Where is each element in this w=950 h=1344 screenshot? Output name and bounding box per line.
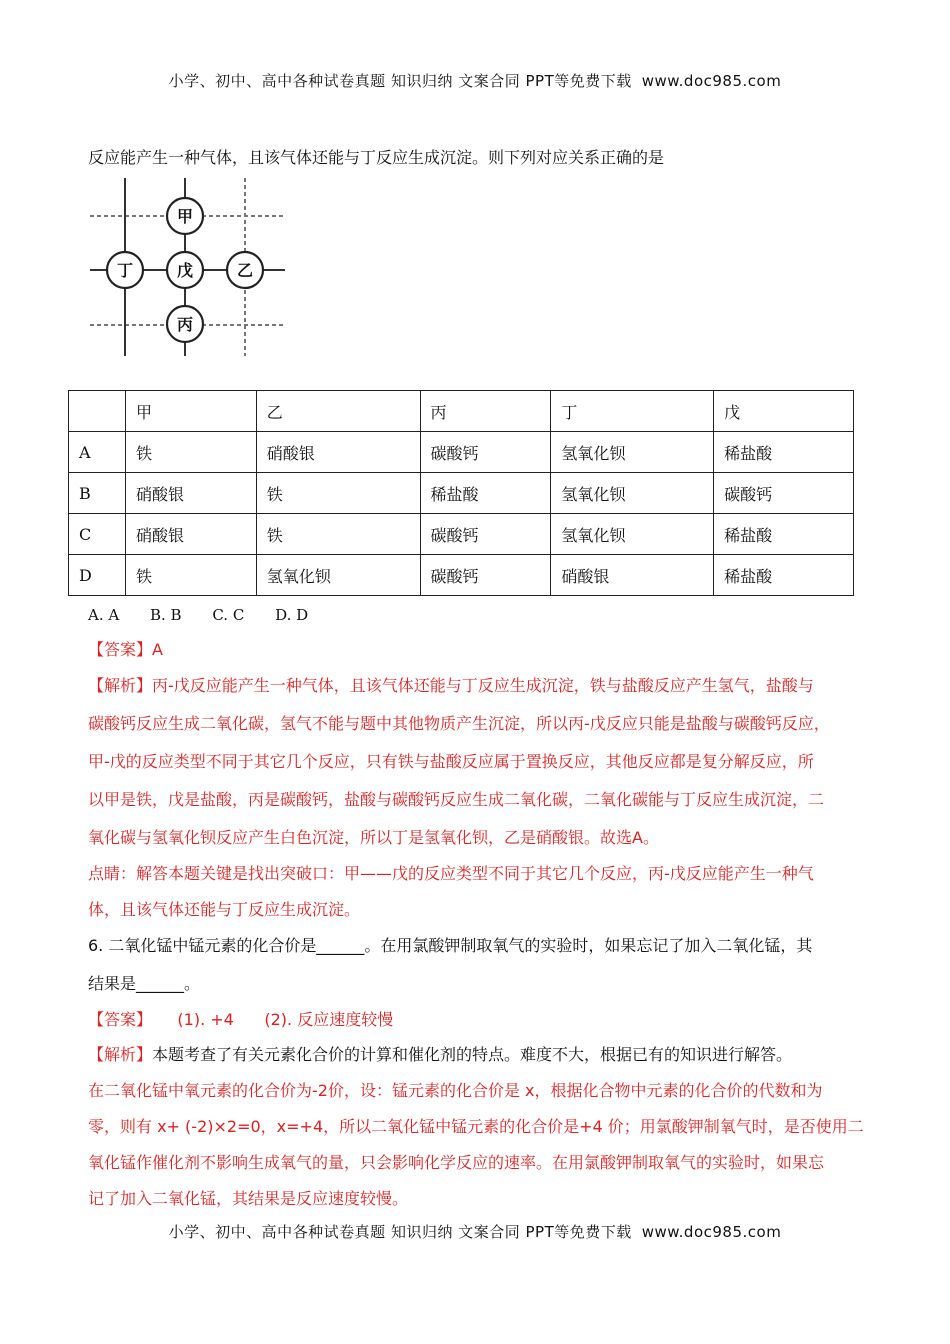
- reaction-diagram: [90, 178, 290, 358]
- q5-answer: 【答案】A: [88, 640, 163, 659]
- options-table: [68, 390, 854, 596]
- table-row: [69, 514, 854, 555]
- table-cell: 碳酸钙: [420, 555, 551, 596]
- table-cell: 氢氧化钡: [256, 555, 420, 596]
- node-label-top: 甲: [176, 207, 194, 226]
- table-header-cell: 丙: [420, 391, 551, 432]
- table-header-cell: [69, 391, 126, 432]
- table-cell: 铁: [125, 555, 256, 596]
- table-cell: 稀盐酸: [714, 514, 854, 555]
- choice-a: A. A: [88, 606, 120, 624]
- choice-d: D. D: [275, 606, 309, 624]
- q5-tip-line: 点睛：解答本题关键是找出突破口：甲——戊的反应类型不同于其它几个反应，丙-戊反应能产生一种气: [88, 864, 814, 883]
- q6-analysis-line: 氧化锰作催化剂不影响生成氧气的量，只会影响化学反应的速率。在用氯酸钾制取氧气的实验时，如果忘: [88, 1153, 825, 1172]
- row-label: D: [69, 555, 126, 596]
- table-cell: 稀盐酸: [420, 473, 551, 514]
- footer-text: 小学、初中、高中各种试卷真题 知识归纳 文案合同 PPT等免费下载: [168, 1223, 632, 1241]
- node-label-left: 丁: [116, 261, 134, 280]
- q6-analysis-line: 在二氧化锰中氧元素的化合价为-2价，设：锰元素的化合价是 x，根据化合物中元素的化合价的代数和为: [88, 1081, 823, 1100]
- choice-c: C. C: [212, 606, 245, 624]
- q6-analysis-line: 记了加入二氧化锰，其结果是反应速度较慢。: [88, 1189, 409, 1208]
- row-label: B: [69, 473, 126, 514]
- q6-analysis-head: 【解析】: [88, 1045, 153, 1064]
- table-cell: 氢氧化钡: [551, 432, 714, 473]
- table-header-cell: 丁: [551, 391, 714, 432]
- q5-tip-line: 体，且该气体还能与丁反应生成沉淀。: [88, 900, 361, 919]
- table-cell: 碳酸钙: [420, 432, 551, 473]
- page-footer: [0, 1221, 950, 1242]
- q6-question-line: 6. 二氧化锰中锰元素的化合价是______。在用氯酸钾制取氧气的实验时，如果忘记了加入二氧化锰，其: [88, 936, 813, 955]
- choice-b: B. B: [149, 606, 182, 624]
- table-cell: 氢氧化钡: [551, 514, 714, 555]
- table-cell: 氢氧化钡: [551, 473, 714, 514]
- q5-analysis-line: 以甲是铁，戊是盐酸，丙是碳酸钙，盐酸与碳酸钙反应生成二氧化碳，二氧化碳能与丁反应生成沉淀，二: [88, 790, 825, 809]
- table-header-cell: 戊: [714, 391, 854, 432]
- row-label: C: [69, 514, 126, 555]
- page-header: [0, 70, 950, 91]
- q6-answer: 【答案】 (1). +4 (2). 反应速度较慢: [88, 1010, 394, 1029]
- q6-analysis-summary: 本题考查了有关元素化合价的计算和催化剂的特点。难度不大，根据已有的知识进行解答。: [152, 1045, 793, 1064]
- q5-analysis-line: 氧化碳与氢氧化钡反应产生白色沉淀，所以丁是氢氧化钡，乙是硝酸银。故选A。: [88, 828, 659, 847]
- table-cell: 碳酸钙: [714, 473, 854, 514]
- row-label: A: [69, 432, 126, 473]
- q5-analysis-line: 碳酸钙反应生成二氧化碳，氢气不能与题中其他物质产生沉淀，所以丙-戊反应只能是盐酸与碳酸钙反应，: [88, 714, 830, 733]
- table-cell: 铁: [125, 432, 256, 473]
- table-header-cell: 甲: [125, 391, 256, 432]
- table-row: [69, 555, 854, 596]
- node-label-right: 乙: [236, 261, 254, 280]
- table-cell: 铁: [256, 514, 420, 555]
- table-cell: 铁: [256, 473, 420, 514]
- node-label-center: 戊: [176, 261, 194, 280]
- node-label-bottom: 丙: [176, 315, 194, 334]
- table-cell: 碳酸钙: [420, 514, 551, 555]
- q6-question-line: 结果是______。: [88, 974, 201, 993]
- q5-analysis-line: 【解析】丙-戊反应能产生一种气体，且该气体还能与丁反应生成沉淀，铁与盐酸反应产生氢气，盐酸与: [88, 676, 814, 695]
- q6-analysis-first: [88, 1045, 792, 1065]
- q6-analysis-line: 零，则有 x+ (-2)×2=0，x=+4，所以二氧化锰中锰元素的化合价是+4 价；用氯酸钾制氧气时，是否使用二: [88, 1117, 864, 1136]
- q5-analysis-line: 甲-戊的反应类型不同于其它几个反应，只有铁与盐酸反应属于置换反应，其他反应都是复分解反应，所: [88, 752, 814, 771]
- table-cell: 硝酸银: [125, 514, 256, 555]
- table-cell: 硝酸银: [256, 432, 420, 473]
- header-text: 小学、初中、高中各种试卷真题 知识归纳 文案合同 PPT等免费下载: [168, 72, 632, 90]
- table-header-cell: 乙: [256, 391, 420, 432]
- table-row: [69, 432, 854, 473]
- table-header-row: [69, 391, 854, 432]
- table-cell: 稀盐酸: [714, 555, 854, 596]
- question-intro: 反应能产生一种气体，且该气体还能与丁反应生成沉淀。则下列对应关系正确的是: [88, 148, 665, 167]
- footer-url[interactable]: www.doc985.com: [641, 1223, 782, 1241]
- table-row: [69, 473, 854, 514]
- table-cell: 硝酸银: [125, 473, 256, 514]
- table-cell: 硝酸银: [551, 555, 714, 596]
- table-cell: 稀盐酸: [714, 432, 854, 473]
- header-url[interactable]: www.doc985.com: [641, 72, 782, 90]
- answer-choices: [88, 606, 334, 624]
